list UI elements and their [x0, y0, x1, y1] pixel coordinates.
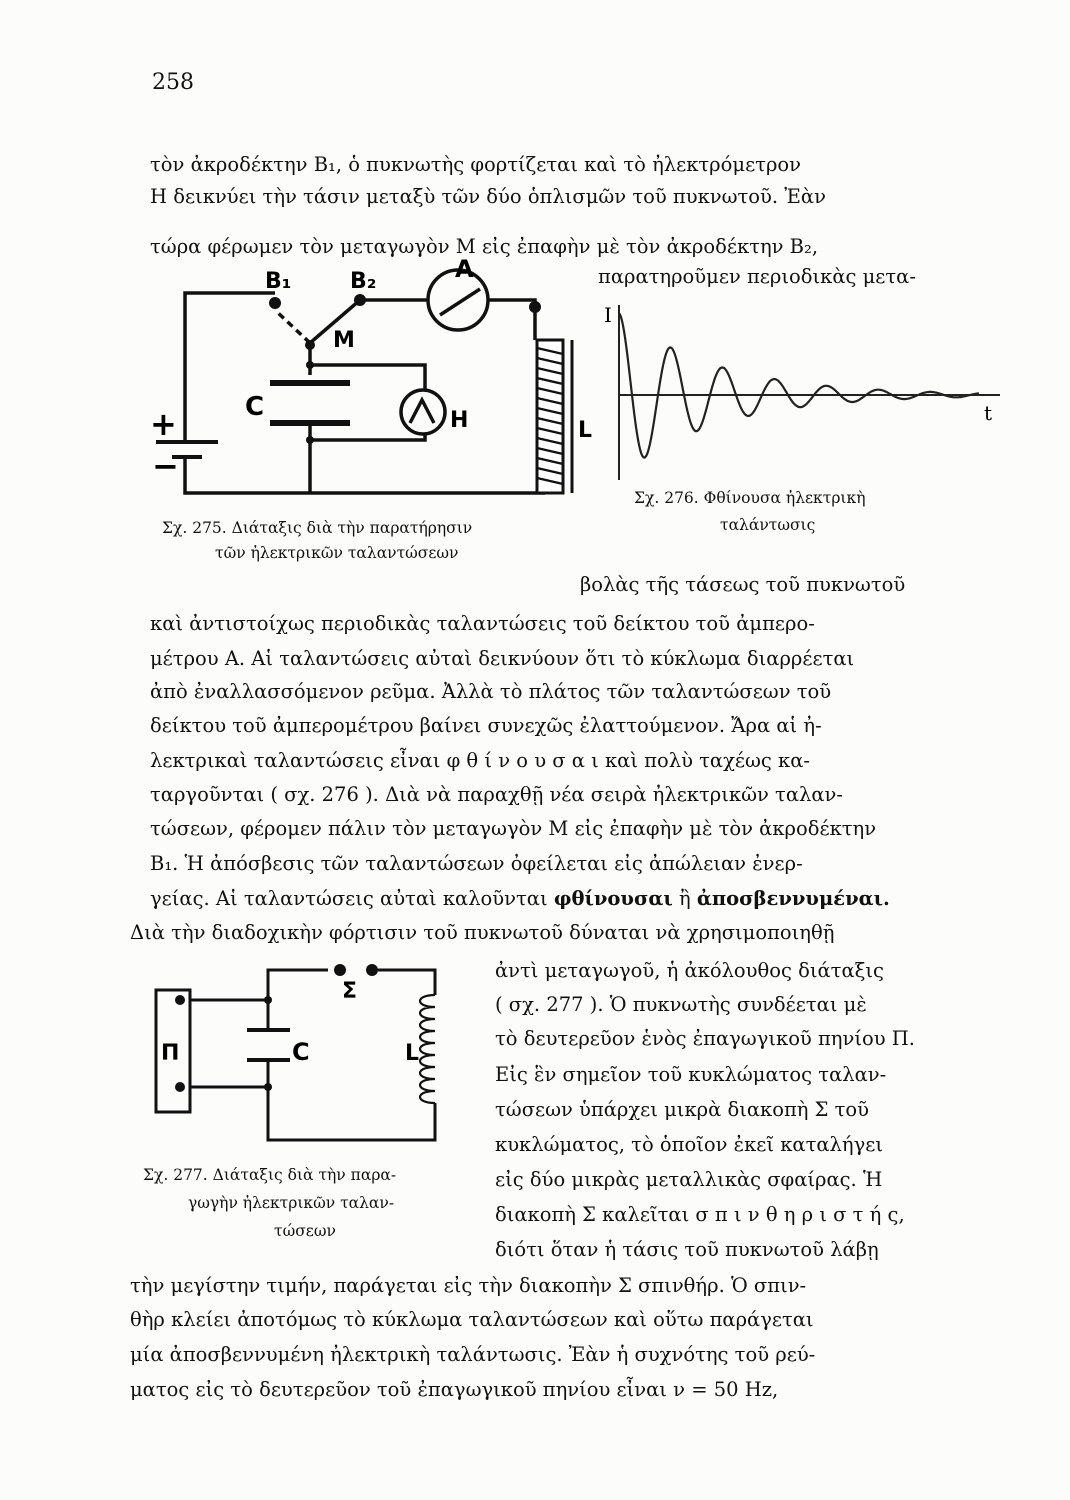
- text-line: διότι ὅταν ἡ τάσις τοῦ πυκνωτοῦ λάβῃ: [495, 1238, 879, 1261]
- text-line: ( σχ. 277 ). Ὁ πυκνωτὴς συνδέεται μὲ: [495, 993, 867, 1016]
- text-line: μέτρου Α. Αἱ ταλαντώσεις αὐταὶ δεικνύουν ὅτι τὸ κύκλωμα διαρρέεται: [150, 647, 855, 670]
- figure-276-damped-oscillation: [600, 300, 1020, 490]
- axis-y-label: I: [604, 303, 612, 327]
- text-line: ματος εἰς τὸ δευτερεῦον τοῦ ἐπαγωγικοῦ πηνίου εἶναι ν = 50 Hz,: [130, 1378, 779, 1401]
- label-h: H: [450, 408, 469, 433]
- text-line: τώρα φέρωμεν τὸν μεταγωγὸν Μ εἰς ἐπαφὴν μὲ τὸν ἀκροδέκτην Β₂,: [150, 235, 819, 258]
- text-line: ἀντὶ μεταγωγοῦ, ἡ ἀκόλουθος διάταξις: [495, 959, 884, 982]
- text-line: δείκτου τοῦ ἀμπερομέτρου βαίνει συνεχῶς ἐλαττούμενον. Ἄρα αἱ ἠ-: [150, 714, 822, 737]
- text-line: Β₁. Ἡ ἀπόσβεσις τῶν ταλαντώσεων ὀφείλεται εἰς ἀπώλειαν ἐνερ-: [150, 852, 803, 875]
- damped-wave: [619, 313, 979, 458]
- label-l: L: [405, 1041, 420, 1066]
- text-line: εἰς δύο μικρὰς μεταλλικὰς σφαίρας. Ἡ: [495, 1168, 883, 1191]
- text-line: μία ἀποσβεννυμένη ἠλεκτρικὴ ταλάντωσις. Ἐὰν ἡ συχνότης τοῦ ρεύ-: [130, 1343, 816, 1366]
- text-segment: γείας. Αἱ ταλαντώσεις αὐταὶ καλοῦνται: [150, 887, 548, 910]
- figure-276-caption: Σχ. 276. Φθίνουσα ἠλεκτρικὴ: [634, 489, 866, 507]
- text-line: Η δεικνύει τὴν τάσιν μεταξὺ τῶν δύο ὁπλισμῶν τοῦ πυκνωτοῦ. Ἐὰν: [150, 185, 826, 208]
- text-line: λεκτρικαὶ ταλαντώσεις εἶναι φ θ ί ν ο υ σ α ι καὶ πολὺ ταχέως κα-: [150, 749, 810, 772]
- label-b1: B₁: [265, 269, 292, 294]
- text-line: Διὰ τὴν διαδοχικὴν φόρτισιν τοῦ πυκνωτοῦ δύναται νὰ χρησιμοποιηθῇ: [130, 921, 835, 944]
- text-line: καὶ ἀντιστοίχως περιοδικὰς ταλαντώσεις τοῦ δείκτου τοῦ ἀμπερο-: [150, 612, 815, 635]
- text-line: τὸν ἀκροδέκτην Β₁, ὁ πυκνωτὴς φορτίζεται καὶ τὸ ἠλεκτρόμετρον: [150, 153, 802, 176]
- figure-275-circuit: [150, 255, 600, 515]
- text-line: παρατηροῦμεν περιοδικὰς μετα-: [598, 265, 916, 288]
- text-line: ταργοῦνται ( σχ. 276 ). Διὰ νὰ παραχθῇ νέα σειρὰ ἠλεκτρικῶν ταλαν-: [150, 783, 843, 806]
- text-line: τώσεων, φέρομεν πάλιν τὸν μεταγωγὸν Μ εἰς ἐπαφὴν μὲ τὸν ἀκροδέκτην: [150, 817, 877, 840]
- figure-277-caption: Σχ. 277. Διάταξις διὰ τὴν παρα-: [143, 1166, 397, 1184]
- label-a: A: [455, 255, 474, 283]
- page-number: 258: [152, 70, 194, 95]
- figure-275-caption: Σχ. 275. Διάταξις διὰ τὴν παρατήρησιν: [162, 519, 473, 537]
- text-line: κυκλώματος, τὸ ὁποῖον ἐκεῖ καταλήγει: [495, 1133, 883, 1156]
- figure-276-caption: ταλάντωσις: [720, 516, 816, 534]
- bold-term: φθίνουσαι: [553, 887, 673, 910]
- label-sigma: Σ: [342, 979, 358, 1004]
- text-line: τὴν μεγίστην τιμήν, παράγεται εἰς τὴν διακοπὴν Σ σπινθήρ. Ὁ σπιν-: [130, 1274, 807, 1297]
- text-line: τώσεων ὑπάρχει μικρὰ διακοπὴ Σ τοῦ: [495, 1098, 870, 1121]
- text-line: ἀπὸ ἐναλλασσόμενον ρεῦμα. Ἀλλὰ τὸ πλάτος τῶν ταλαντώσεων τοῦ: [150, 680, 832, 703]
- label-minus: −: [152, 447, 179, 485]
- label-m: M: [333, 328, 355, 353]
- text-line: θὴρ κλείει ἀποτόμως τὸ κύκλωμα ταλαντώσεων καὶ οὕτω παράγεται: [130, 1308, 814, 1331]
- text-line: διακοπὴ Σ καλεῖται σ π ι ν θ η ρ ι σ τ ή ς,: [495, 1203, 905, 1226]
- text-segment: ἢ: [679, 887, 691, 910]
- bold-term: ἀποσβεννυμέναι.: [696, 887, 890, 910]
- label-pi: Π: [161, 1041, 180, 1066]
- figure-277-circuit: [150, 960, 480, 1170]
- label-plus: +: [150, 405, 177, 443]
- label-c: C: [245, 392, 265, 422]
- text-line: βολὰς τῆς τάσεως τοῦ πυκνωτοῦ: [580, 573, 906, 596]
- text-line: τὸ δευτερεῦον ἑνὸς ἐπαγωγικοῦ πηνίου Π.: [495, 1027, 915, 1050]
- figure-275-caption: τῶν ἠλεκτρικῶν ταλαντώσεων: [215, 544, 459, 562]
- axis-x-label: t: [984, 401, 993, 425]
- text-line: Εἰς ἓν σημεῖον τοῦ κυκλώματος ταλαν-: [495, 1063, 887, 1086]
- label-b2: B₂: [350, 269, 377, 294]
- figure-277-caption: γωγὴν ἠλεκτρικῶν ταλαν-: [188, 1194, 395, 1212]
- label-l: L: [578, 418, 593, 443]
- figure-277-caption: τώσεων: [274, 1222, 336, 1240]
- label-c: C: [292, 1038, 310, 1066]
- text-line-with-terms: [150, 886, 890, 912]
